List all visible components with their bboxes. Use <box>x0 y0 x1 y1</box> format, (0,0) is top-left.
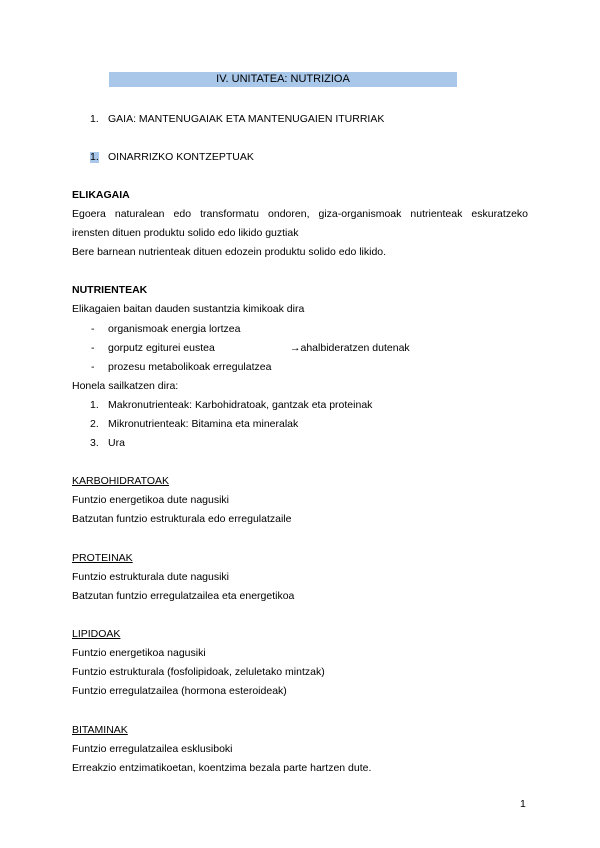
bullet-item: prozesu metabolikoak erregulatzea <box>108 361 272 373</box>
unit-title: IV. UNITATEA: NUTRIZIOA <box>109 72 457 87</box>
lipidoak-line: Funtzio erregulatzailea (hormona esteroideak) <box>72 685 287 697</box>
bullet-item: gorputz egiturei eustea <box>108 342 215 354</box>
bullet-item: organismoak energia lortzea <box>108 323 241 335</box>
list-number: 1. <box>90 399 99 411</box>
karbohidratoak-heading: KARBOHIDRATOAK <box>72 475 170 487</box>
bullet-arrow-note: →ahalbideratzen dutenak <box>290 342 410 354</box>
lipidoak-line: Funtzio energetikoa nagusiki <box>72 647 206 659</box>
lipidoak-heading: LIPIDOAK <box>72 628 121 640</box>
classify-intro: Honela sailkatzen dira: <box>72 380 179 392</box>
nutrienteak-heading: NUTRIENTEAK <box>72 284 148 296</box>
topic-heading: GAIA: MANTENUGAIAK ETA MANTENUGAIEN ITURRIAK <box>108 113 385 125</box>
proteinak-line: Funtzio estrukturala dute nagusiki <box>72 571 230 583</box>
elikagaia-heading: ELIKAGAIA <box>72 189 130 201</box>
nutrienteak-intro: Elikagaien baitan dauden sustantzia kimikoak dira <box>72 303 305 315</box>
bullet-dash: - <box>91 323 95 335</box>
proteinak-heading: PROTEINAK <box>72 552 133 564</box>
elikagaia-line-2: irensten dituen produktu solido edo likido guztiak <box>72 227 299 239</box>
lipidoak-line: Funtzio estrukturala (fosfolipidoak, zeluletako mintzak) <box>72 666 325 678</box>
subtopic-heading: OINARRIZKO KONTZEPTUAK <box>108 151 254 163</box>
list-number: 2. <box>90 418 99 430</box>
list-number: 3. <box>90 437 99 449</box>
elikagaia-line-1: Egoera naturalean edo transformatu ondoren, giza-organismoak nutrienteak eskuratzeko <box>72 208 528 220</box>
elikagaia-line-3: Bere barnean nutrienteak dituen edozein produktu solido edo likido. <box>72 246 387 258</box>
karbohidratoak-line: Funtzio energetikoa dute nagusiki <box>72 494 230 506</box>
karbohidratoak-line: Batzutan funtzio estrukturala edo erregulatzaile <box>72 513 292 525</box>
list-item: Mikronutrienteak: Bitamina eta mineralak <box>108 418 299 430</box>
bullet-dash: - <box>91 361 95 373</box>
subtopic-number: 1. <box>90 151 99 163</box>
page-number: 1 <box>520 798 526 810</box>
list-item: Makronutrienteak: Karbohidratoak, gantzak eta proteinak <box>108 399 373 411</box>
bitaminak-line: Erreakzio entzimatikoetan, koentzima bezala parte hartzen dute. <box>72 762 372 774</box>
bitaminak-line: Funtzio erregulatzailea esklusiboki <box>72 743 233 755</box>
bullet-dash: - <box>91 342 95 354</box>
topic-number: 1. <box>90 113 99 125</box>
bitaminak-heading: BITAMINAK <box>72 724 128 736</box>
list-item: Ura <box>108 437 125 449</box>
proteinak-line: Batzutan funtzio erregulatzailea eta energetikoa <box>72 590 295 602</box>
